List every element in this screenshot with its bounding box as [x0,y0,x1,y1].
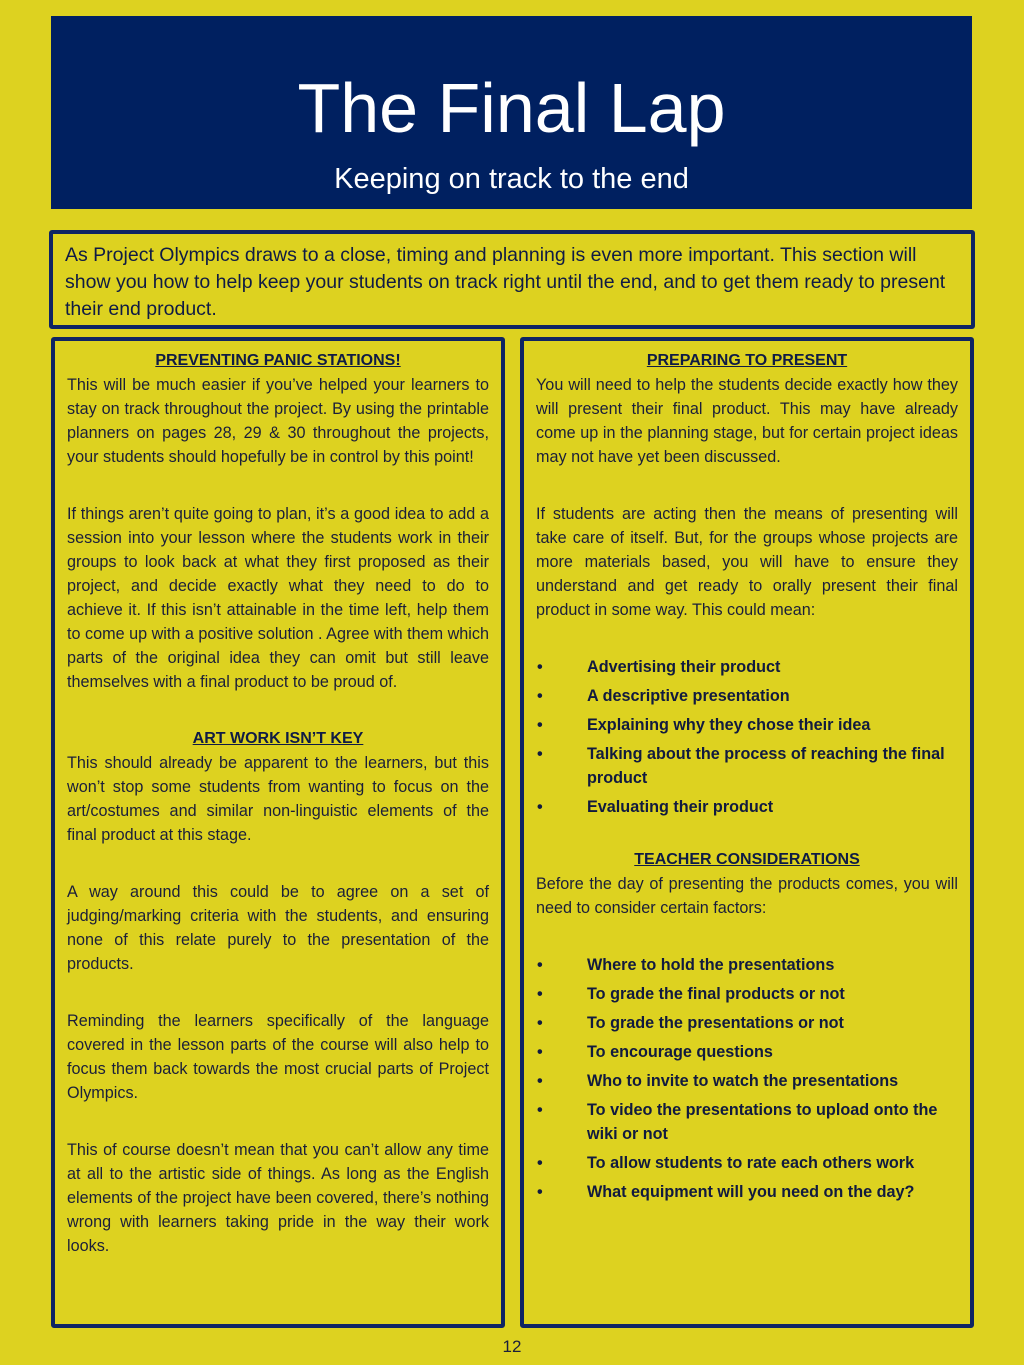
list-item: • To grade the final products or not [536,982,958,1006]
paragraph: If things aren’t quite going to plan, it’s a good idea to add a session into your lesson where the students work in their groups to look back at what they first proposed as their project, and decide exactly what they need to do to achieve it. If this isn’t attainable in the time left, help them to come up with a positive solution . Agree with them which parts of the original idea they can omit but still leave themselves with a final product to be proud of. [67,505,489,691]
list-item: • Who to invite to watch the presentations [536,1069,958,1093]
paragraph: You will need to help the students decide exactly how they will present their final product. This may have already come up in the planning stage, but for certain project ideas may not have yet been discussed. [536,376,958,466]
list-item: • To grade the presentations or not [536,1011,958,1035]
considerations-list [536,953,958,1204]
bullet-icon: • [537,1043,543,1061]
list-item: • Advertising their product [536,655,958,679]
bullet-icon: • [537,1101,543,1119]
bullet-icon: • [537,1014,543,1032]
bullet-icon: • [537,1183,543,1201]
section-heading-teacher-considerations: TEACHER CONSIDERATIONS [634,851,860,868]
list-item: • Where to hold the presentations [536,953,958,977]
bullet-icon: • [537,798,543,816]
page-subtitle: Keeping on track to the end [334,163,689,195]
bullet-icon: • [537,658,543,676]
page-title: The Final Lap [297,69,726,147]
list-item: • A descriptive presentation [536,684,958,708]
section-heading-art-work: ART WORK ISN’T KEY [192,730,364,747]
bullet-icon: • [537,745,543,763]
paragraph: This of course doesn’t mean that you can’t allow any time at all to the artistic side of things. As long as the English elements of the project have been covered, there’s nothing wrong with learners taking pride in the way their work looks. [67,1141,489,1255]
paragraph: This will be much easier if you’ve helped your learners to stay on track throughout the project. By using the printable planners on pages 28, 29 & 30 throughout the projects, your students should hopefully be in control by this point! [67,376,489,466]
intro-box [49,230,975,329]
bullet-icon: • [537,1072,543,1090]
bullet-icon: • [537,956,543,974]
intro-text: As Project Olympics draws to a close, timing and planning is even more important. This section will show you how to help keep your students on track right until the end, and to get them ready to present their end product. [65,244,946,320]
bullet-icon: • [537,985,543,1003]
right-column [520,337,974,1328]
bullet-icon: • [537,716,543,734]
presentation-options-list [536,655,958,819]
bullet-icon: • [537,1154,543,1172]
paragraph: Before the day of presenting the products comes, you will need to consider certain factors: [536,875,958,917]
paragraph: A way around this could be to agree on a set of judging/marking criteria with the students, and ensuring none of this relate purely to the presentation of the products. [67,883,489,973]
paragraph: This should already be apparent to the learners, but this won’t stop some students from wanting to focus on the art/costumes and similar non-linguistic elements of the final product at this stage. [67,754,489,844]
left-column [51,337,505,1328]
list-item: • What equipment will you need on the day? [536,1180,958,1204]
bullet-icon: • [537,687,543,705]
list-item: • To video the presentations to upload onto the wiki or not [536,1098,958,1146]
title-banner [51,16,972,209]
page-number: 12 [502,1337,522,1356]
section-heading-preparing-to-present: PREPARING TO PRESENT [646,352,848,369]
list-item: • To encourage questions [536,1040,958,1064]
paragraph: Reminding the learners specifically of the language covered in the lesson parts of the course will also help to focus them back towards the most crucial parts of Project Olympics. [67,1012,489,1102]
paragraph: If students are acting then the means of presenting will take care of itself. But, for the groups whose projects are more materials based, you will have to ensure they understand and get ready to orally present their final product in some way. This could mean: [536,505,958,619]
list-item: • Evaluating their product [536,795,958,819]
list-item: • Talking about the process of reaching the final product [536,742,958,790]
list-item: • Explaining why they chose their idea [536,713,958,737]
list-item: • To allow students to rate each others work [536,1151,958,1175]
section-heading-preventing-panic: PREVENTING PANIC STATIONS! [155,352,401,369]
